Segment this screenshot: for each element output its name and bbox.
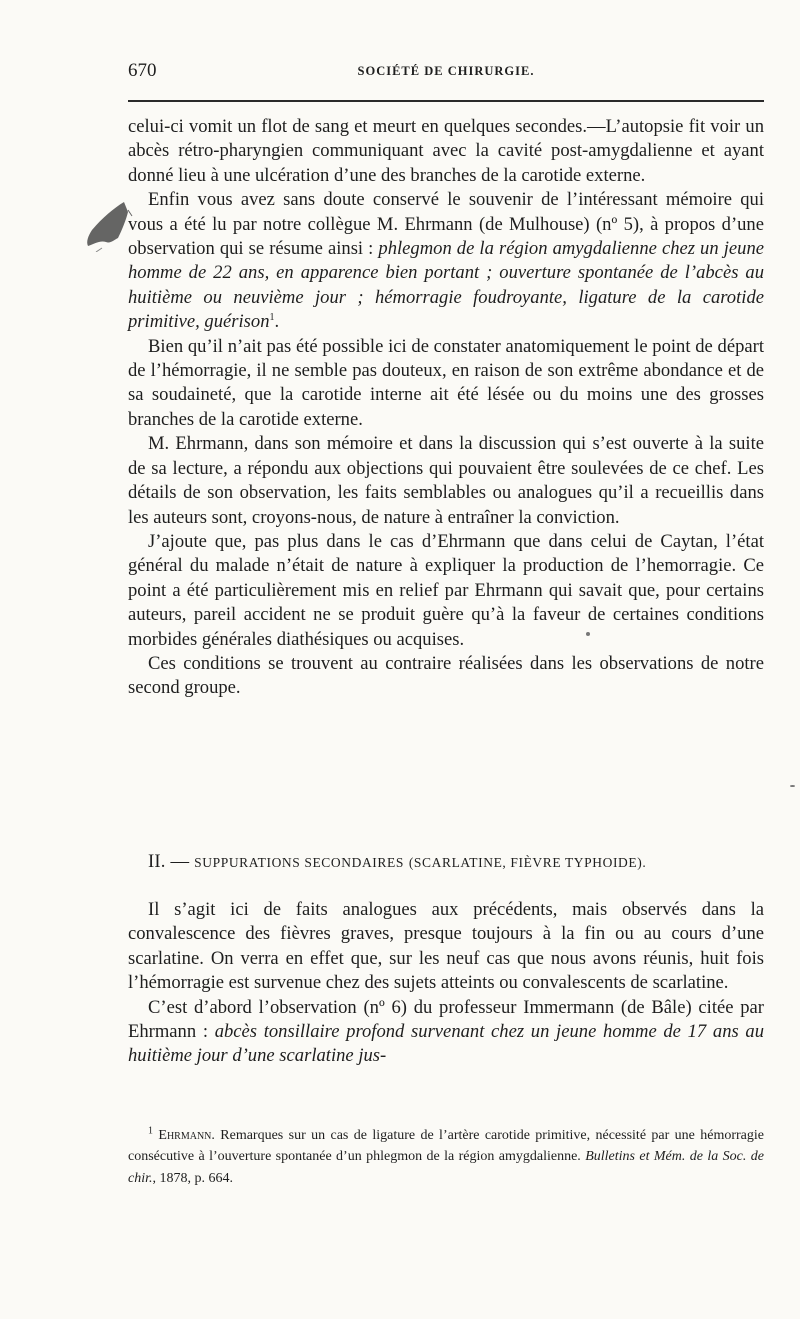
margin-speck xyxy=(790,785,795,787)
body-text xyxy=(128,115,764,701)
paragraph: M. Ehrmann, dans son mémoire et dans la discussion qui s’est ouverte à la suite de sa lecture, a répondu aux objections qui pouvaient être soulevées de ce chef. Les détails de son observation, les faits semblables ou analogues qu’il a recueillis dans les auteurs sont, croyons-nous, de nature à entraîner la conviction. xyxy=(128,433,764,528)
paragraph xyxy=(128,188,764,334)
footnote xyxy=(128,1125,764,1189)
section-heading xyxy=(148,851,768,873)
paragraph: Bien qu’il n’ait pas été possible ici de constater anatomiquement le point de départ de l’hémorragie, il ne semble pas douteux, en raison de son extrême abondance et de sa soudaineté, que la carotide interne ait été lésée ou du moins une des grosses branches de la carotide externe. xyxy=(128,335,764,430)
section-body xyxy=(128,898,764,1069)
ink-blot-mark xyxy=(84,200,134,252)
paragraph: celui-ci vomit un flot de sang et meurt en quelques secondes.—L’autopsie fit voir un abcès rétro-pharyngien communiquant avec la cavité post-amygdalienne et ayant donné lieu à une ulcération d’une des branches de la carotide externe. xyxy=(128,116,764,186)
footnote-journal: Bulletins et Mém. de la Soc. de chir. xyxy=(128,1149,764,1186)
section-title: SUPPURATIONS SECONDAIRES xyxy=(194,855,404,870)
ink-speck xyxy=(586,632,590,636)
paragraph: J’ajoute que, pas plus dans le cas d’Ehrmann que dans celui de Caytan, l’état général du malade n’était de nature à expliquer la production de l’hemorragie. Ce point a été particulièrement mis en relief par Ehrmann qui savait que, pour certains auteurs, pareil accident ne se produit guère qu’à la faveur de certaines conditions morbides générales diathésiques ou acquises. xyxy=(128,530,764,650)
paragraph: Il s’agit ici de faits analogues aux précédents, mais observés dans la convalescence des fièvres graves, presque toujours à la fin ou au cours d’une scarlatine. On verra en effet que, sur les neuf cas que nous avons réunis, huit fois l’hémorragie est survenue chez des sujets atteints ou convalescents de scarlatine. xyxy=(128,899,764,994)
header-rule xyxy=(128,100,764,102)
paragraph-text: Enfin vous avez sans doute conservé le souvenir de l’intéressant mémoire qui vous a été lu par notre collègue M. Ehrmann (de Mulhouse) (nº 5), à propos d’une observation qui se résume ainsi : xyxy=(128,189,764,260)
footnote-tail: , 1878, p. 664. xyxy=(152,1170,233,1186)
footnote-text: . Remarques sur un cas de ligature de l’artère carotide primitive, nécessité par une hémorragie consécutive à l’ouverture spontanée d’un phlegmon de la région amygdalienne. xyxy=(128,1128,765,1165)
footnote-marker: 1 xyxy=(148,1125,153,1137)
paragraph-text: C’est d’abord l’observation (nº 6) du professeur Immermann (de Bâle) citée par Ehrmann : xyxy=(128,996,764,1043)
section-subtitle: (SCARLATINE, FIÈVRE TYPHOIDE). xyxy=(408,855,647,870)
running-head: SOCIÉTÉ DE CHIRURGIE. xyxy=(357,64,535,78)
page-number: 670 xyxy=(128,60,157,81)
footnote-ref[interactable]: 1 xyxy=(269,312,275,324)
footnote-entry xyxy=(128,1125,764,1189)
footnote-author: Ehrmann xyxy=(158,1128,212,1143)
section-numeral: II. — xyxy=(148,851,190,872)
paragraph: Ces conditions se trouvent au contraire réalisées dans les observations de notre second groupe. xyxy=(128,652,764,699)
paragraph xyxy=(128,996,764,1069)
case-summary-italic: phlegmon de la région amygdalienne chez un jeune homme de 22 ans, en apparence bien portant ; ouverture spontanée de l’abcès au huitième ou neuvième jour ; hémorragie foudroyante, ligature de la carotide primitive, guérison xyxy=(128,238,764,333)
punctuation: . xyxy=(274,311,280,333)
page-header xyxy=(128,60,764,88)
case-summary-italic: abcès tonsillaire profond survenant chez un jeune homme de 17 ans au huitième jour d’une scarlatine jus- xyxy=(128,1021,765,1067)
